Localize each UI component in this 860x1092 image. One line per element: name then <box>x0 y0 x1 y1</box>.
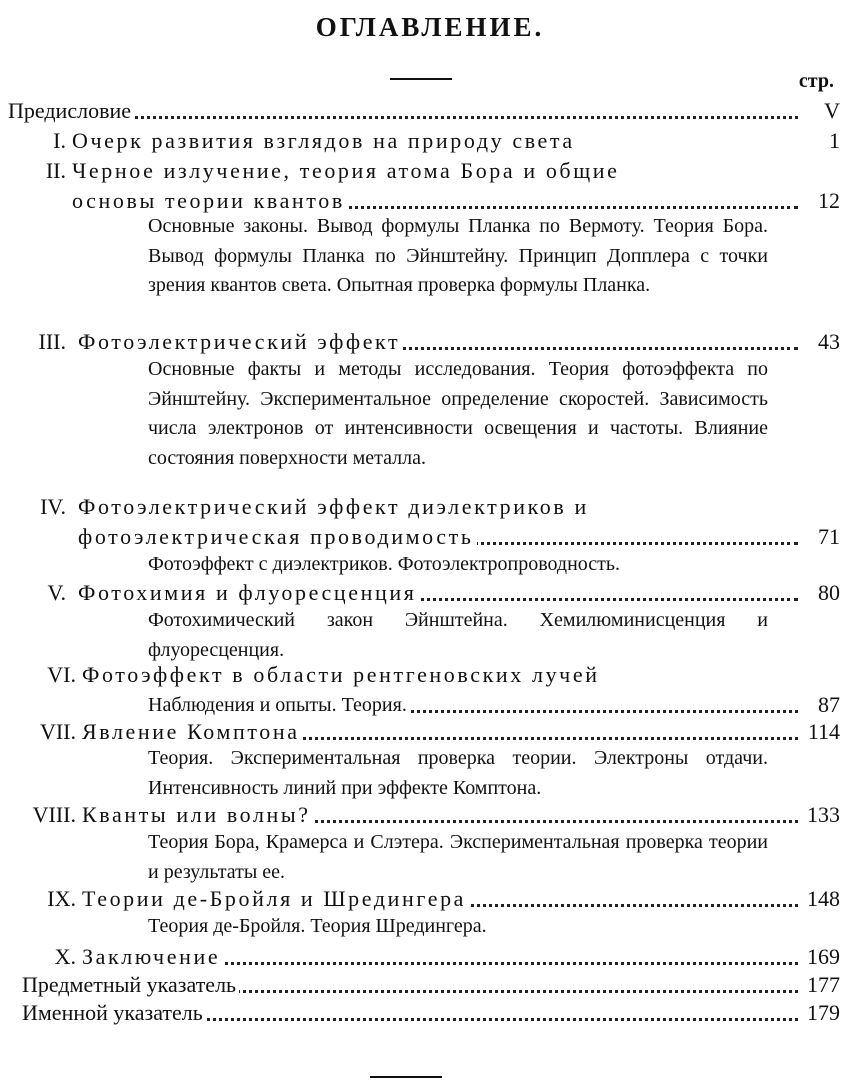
chapter-number: III. <box>38 329 66 354</box>
toc-entry-chapter-6-line-2[interactable] <box>0 690 860 720</box>
toc-entry-chapter-2[interactable] <box>0 156 860 186</box>
chapter-5-summary: Фотохимический закон Эйнштейна. Хемилюминисценция и флуоресценция. <box>148 609 768 661</box>
chapter-title-line-2: фотоэлектрическая проводимость <box>78 524 477 549</box>
chapter-title: Фотохимия и флуоресценция <box>78 580 419 605</box>
page-column-header: стр. <box>798 70 834 92</box>
chapter-title-line-1: Фотоэлектрический эффект диэлектриков и <box>78 494 592 519</box>
chapter-number: I. <box>53 128 66 153</box>
chapter-6-summary: Наблюдения и опыты. Теория. <box>148 694 410 716</box>
chapter-title-line-2: основы теории квантов <box>72 188 348 213</box>
toc-entry-preface[interactable] <box>0 96 860 126</box>
chapter-title: Явление Комптона <box>82 719 303 744</box>
chapter-9-summary: Теория де-Бройля. Теория Шредингера. <box>148 915 487 937</box>
toc-entry-chapter-3[interactable] <box>0 327 860 357</box>
toc-entry-chapter-6[interactable] <box>0 660 860 690</box>
entry-page: 80 <box>818 580 840 605</box>
chapter-7-summary: Теория. Экспериментальная проверка теории. Электроны отдачи. Интенсивность линий при эффекте Комптона. <box>148 747 768 799</box>
toc-entry-subject-index[interactable] <box>0 970 860 1000</box>
chapter-title: Теории де-Бройля и Шредингера <box>82 886 469 911</box>
chapter-number: VIII. <box>32 802 76 827</box>
chapter-8-summary: Теория Бора, Крамерса и Слэтера. Экспериментальная проверка теории и результаты ее. <box>148 831 768 883</box>
entry-page: 179 <box>807 1000 840 1025</box>
chapter-title: Кванты или волны? <box>82 802 314 827</box>
toc-entry-chapter-7[interactable] <box>0 717 860 747</box>
toc-entry-chapter-4-line-2[interactable] <box>0 522 860 552</box>
chapter-number: II. <box>45 158 66 183</box>
chapter-2-summary: Основные законы. Вывод формулы Планка по Вермоту. Теория Бора. Вывод формулы Планка по Эйнштейну. Принцип Допплера с точки зрения квантов света. Опытная проверка формулы Планка. <box>148 215 768 296</box>
chapter-number: IX. <box>47 886 76 911</box>
title-rule <box>390 78 452 80</box>
toc-entry-chapter-8[interactable] <box>0 800 860 830</box>
toc-entry-chapter-1[interactable] <box>0 126 860 156</box>
chapter-number: VII. <box>39 719 76 744</box>
chapter-title: Заключение <box>82 944 223 969</box>
toc-entry-chapter-4[interactable] <box>0 492 860 522</box>
chapter-number: V. <box>47 580 66 605</box>
entry-page: 1 <box>829 128 840 153</box>
entry-page: 169 <box>807 944 840 969</box>
chapter-title: Очерк развития взглядов на природу света <box>72 128 578 153</box>
entry-page: 114 <box>807 719 840 744</box>
entry-page: V <box>824 98 840 123</box>
toc-entry-chapter-10[interactable] <box>0 942 860 972</box>
toc-entry-chapter-5[interactable] <box>0 578 860 608</box>
entry-page: 133 <box>807 802 840 827</box>
entry-label: Предметный указатель <box>22 972 239 997</box>
chapter-title: Фотоэлектрический эффект <box>78 329 403 354</box>
entry-label: Предисловие <box>8 98 134 123</box>
entry-page: 43 <box>818 329 840 354</box>
chapter-number: VI. <box>47 662 76 687</box>
page-title: ОГЛАВЛЕНИЕ. <box>315 12 545 42</box>
toc-entry-chapter-9[interactable] <box>0 884 860 914</box>
entry-page: 177 <box>807 972 840 997</box>
entry-page: 71 <box>818 524 840 549</box>
chapter-3-summary: Основные факты и методы исследования. Теория фотоэффекта по Эйнштейну. Экспериментальное определение скоростей. Зависимость числа электронов от интенсивности освещения и частоты. Влияние состояния поверхности металла. <box>148 358 768 469</box>
entry-page: 148 <box>807 886 840 911</box>
entry-page: 87 <box>818 692 840 717</box>
entry-label: Именной указатель <box>22 1000 206 1025</box>
entry-page: 12 <box>818 188 840 213</box>
bottom-rule <box>370 1076 442 1078</box>
chapter-number: IV. <box>40 494 66 519</box>
chapter-title: Фотоэффект в области рентгеновских лучей <box>82 662 603 687</box>
chapter-4-summary: Фотоэффект с диэлектриков. Фотоэлектропроводность. <box>148 553 621 575</box>
toc-entry-name-index[interactable] <box>0 998 860 1028</box>
chapter-number: X. <box>54 944 76 969</box>
chapter-title-line-1: Черное излучение, теория атома Бора и общие <box>72 158 623 183</box>
